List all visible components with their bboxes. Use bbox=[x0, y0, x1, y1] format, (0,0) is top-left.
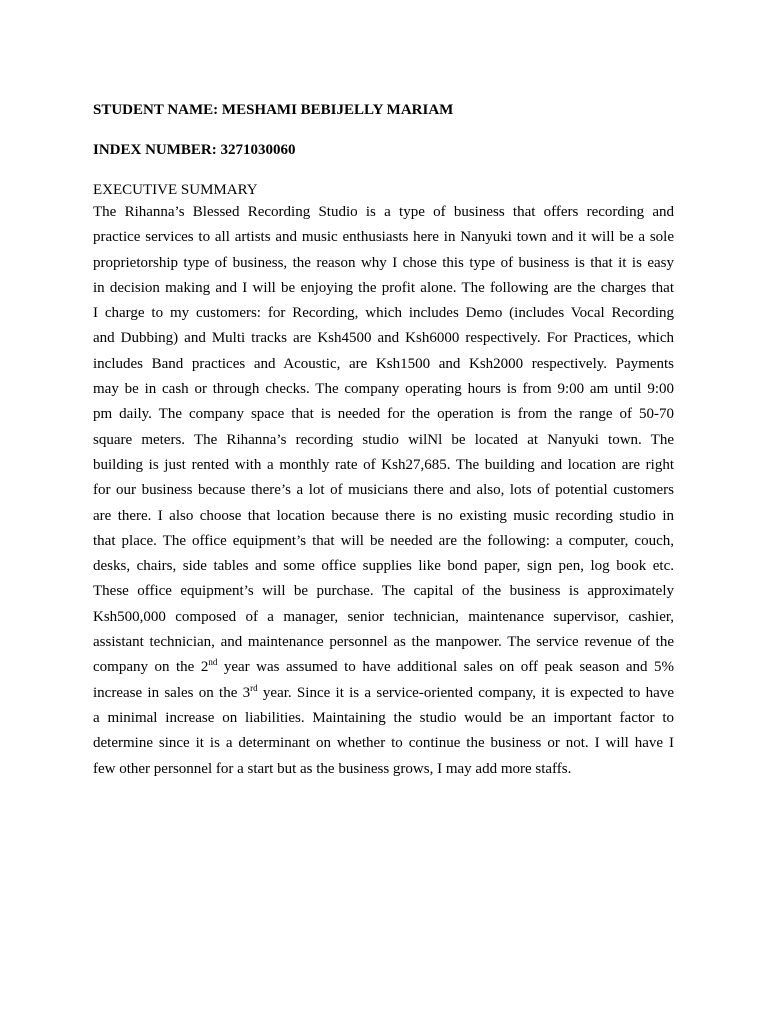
document-page bbox=[93, 100, 674, 782]
line-text: increase in sales on the 3 bbox=[93, 684, 251, 701]
paragraph-line: Ksh500,000 composed of a manager, senior technician, maintenance supervisor, cashier, bbox=[93, 608, 674, 625]
paragraph-line: practice services to all artists and music enthusiasts here in Nanyuki town and it will be a sole bbox=[93, 229, 674, 246]
line-text: year. Since it is a service-oriented company, it is expected to have bbox=[257, 684, 674, 701]
paragraph-line: may be in cash or through checks. The company operating hours is from 9:00 am until 9:00 bbox=[93, 381, 674, 398]
paragraph-line: building is just rented with a monthly rate of Ksh27,685. The building and location are right bbox=[93, 456, 674, 473]
paragraph-line: pm daily. The company space that is needed for the operation is from the range of 50-70 bbox=[93, 406, 674, 423]
paragraph-line: determine since it is a determinant on whether to continue the business or not. I will have I bbox=[93, 735, 674, 752]
paragraph-line: proprietorship type of business, the reason why I chose this type of business is that it is easy bbox=[93, 254, 674, 271]
paragraph-line: assistant technician, and maintenance personnel as the manpower. The service revenue of the bbox=[93, 634, 674, 651]
paragraph-line: includes Band practices and Acoustic, are Ksh1500 and Ksh2000 respectively. Payments bbox=[93, 355, 674, 372]
paragraph-line bbox=[93, 655, 674, 680]
paragraph-line: for our business because there’s a lot of musicians there and also, lots of potential customers bbox=[93, 482, 674, 499]
paragraph-line: that place. The office equipment’s that will be needed are the following: a computer, couch, bbox=[93, 532, 674, 549]
paragraph-line: are there. I also choose that location because there is no existing music recording studio in bbox=[93, 507, 674, 524]
ordinal-superscript: nd bbox=[208, 657, 218, 668]
paragraph-line: I charge to my customers: for Recording, which includes Demo (includes Vocal Recording bbox=[93, 305, 674, 322]
paragraph-line: and Dubbing) and Multi tracks are Ksh4500 and Ksh6000 respectively. For Practices, which bbox=[93, 330, 674, 347]
line-text: year was assumed to have additional sales on off peak season and 5% bbox=[217, 659, 674, 676]
paragraph-line: These office equipment’s will be purchase. The capital of the business is approximately bbox=[93, 583, 674, 600]
executive-summary-paragraph bbox=[93, 200, 674, 782]
index-number: INDEX NUMBER: 3271030060 bbox=[93, 142, 296, 158]
paragraph-line bbox=[93, 681, 674, 706]
paragraph-line: a minimal increase on liabilities. Maintaining the studio would be an important factor to bbox=[93, 709, 674, 726]
line-text: company on the 2 bbox=[93, 659, 209, 676]
ordinal-superscript: rd bbox=[250, 682, 258, 693]
student-name: STUDENT NAME: MESHAMI BEBIJELLY MARIAM bbox=[93, 102, 454, 118]
section-heading: EXECUTIVE SUMMARY bbox=[93, 182, 258, 198]
paragraph-line: in decision making and I will be enjoying the profit alone. The following are the charges that bbox=[93, 279, 674, 296]
paragraph-line: The Rihanna’s Blessed Recording Studio is a type of business that offers recording and bbox=[93, 204, 674, 220]
paragraph-line: desks, chairs, side tables and some office supplies like bond paper, sign pen, log book etc. bbox=[93, 558, 674, 575]
paragraph-line: square meters. The Rihanna’s recording studio wilNl be located at Nanyuki town. The bbox=[93, 431, 674, 448]
paragraph-line: few other personnel for a start but as the business grows, I may add more staffs. bbox=[93, 760, 572, 777]
